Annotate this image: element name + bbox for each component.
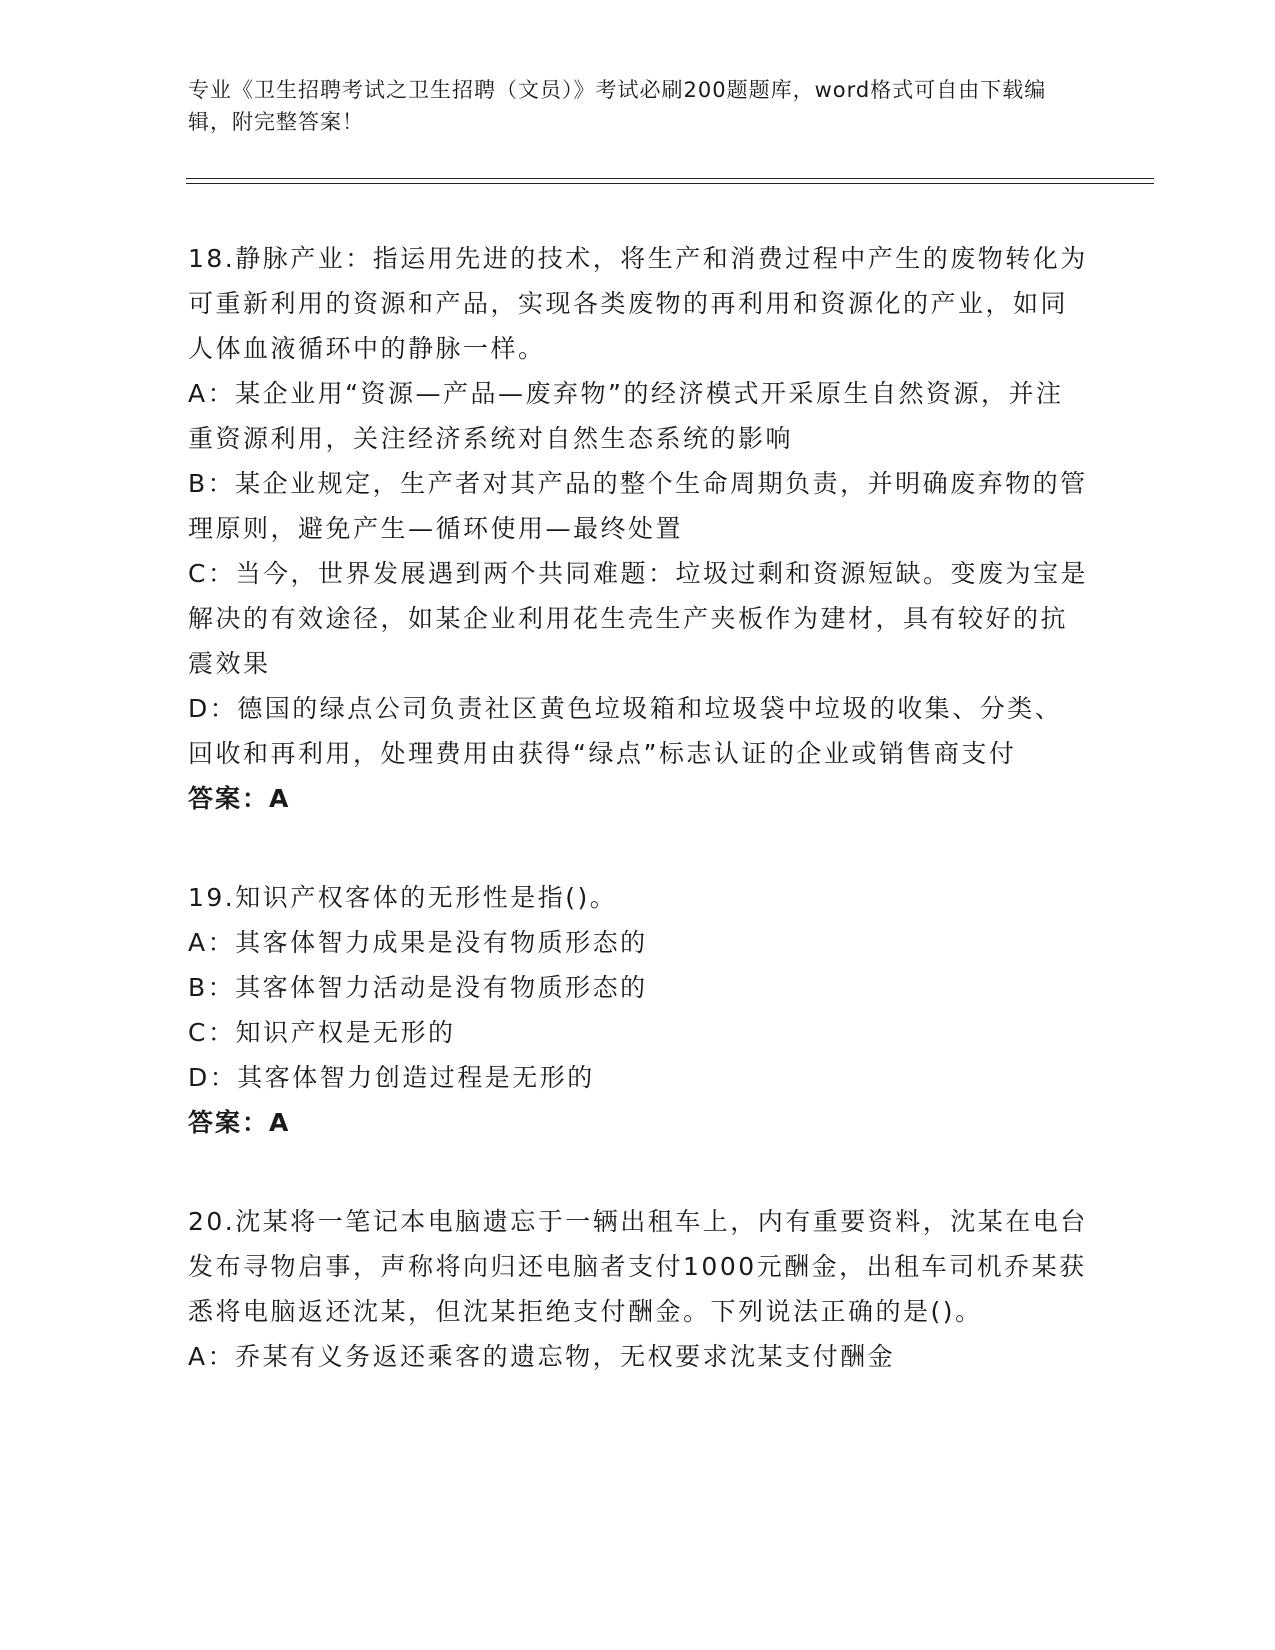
header-divider-top	[186, 178, 1154, 179]
option-d: D：德国的绿点公司负责社区黄色垃圾箱和垃圾袋中垃圾的收集、分类、回收和再利用，处理费用由获得“绿点”标志认证的企业或销售商支付	[188, 694, 1063, 768]
option-b: B：某企业规定，生产者对其产品的整个生命周期负责，并明确废弃物的管理原则，避免产生—循环使用—最终处置	[188, 469, 1088, 543]
question-stem: 19.知识产权客体的无形性是指()。	[188, 883, 618, 912]
option-d: D：其客体智力创造过程是无形的	[188, 1063, 595, 1092]
answer-line: 答案：A	[188, 1108, 291, 1137]
question-19	[188, 875, 1088, 1145]
document-header: 专业《卫生招聘考试之卫生招聘（文员）》考试必刷200题题库，word格式可自由下载编辑，附完整答案！	[188, 78, 1047, 134]
option-a: A：某企业用“资源—产品—废弃物”的经济模式开采原生自然资源，并注重资源利用，关注经济系统对自然生态系统的影响	[188, 379, 1064, 453]
header-divider-bottom	[186, 183, 1154, 184]
option-c: C：知识产权是无形的	[188, 1018, 456, 1047]
question-20	[188, 1199, 1088, 1379]
question-list	[188, 236, 1088, 1433]
answer-line: 答案：A	[188, 784, 291, 813]
option-b: B：其客体智力活动是没有物质形态的	[188, 973, 648, 1002]
option-c: C：当今，世界发展遇到两个共同难题：垃圾过剩和资源短缺。变废为宝是解决的有效途径，如某企业利用花生壳生产夹板作为建材，具有较好的抗震效果	[188, 559, 1088, 678]
option-a: A：乔某有义务返还乘客的遗忘物，无权要求沈某支付酬金	[188, 1342, 896, 1371]
question-stem: 20.沈某将一笔记本电脑遗忘于一辆出租车上，内有重要资料，沈某在电台发布寻物启事，声称将向归还电脑者支付1000元酬金，出租车司机乔某获悉将电脑返还沈某，但沈某拒绝支付酬金。下列说法正确的是()。	[188, 1207, 1088, 1326]
question-stem: 18.静脉产业：指运用先进的技术，将生产和消费过程中产生的废物转化为可重新利用的资源和产品，实现各类废物的再利用和资源化的产业，如同人体血液循环中的静脉一样。	[188, 244, 1088, 363]
question-18	[188, 236, 1088, 821]
option-a: A：其客体智力成果是没有物质形态的	[188, 928, 648, 957]
